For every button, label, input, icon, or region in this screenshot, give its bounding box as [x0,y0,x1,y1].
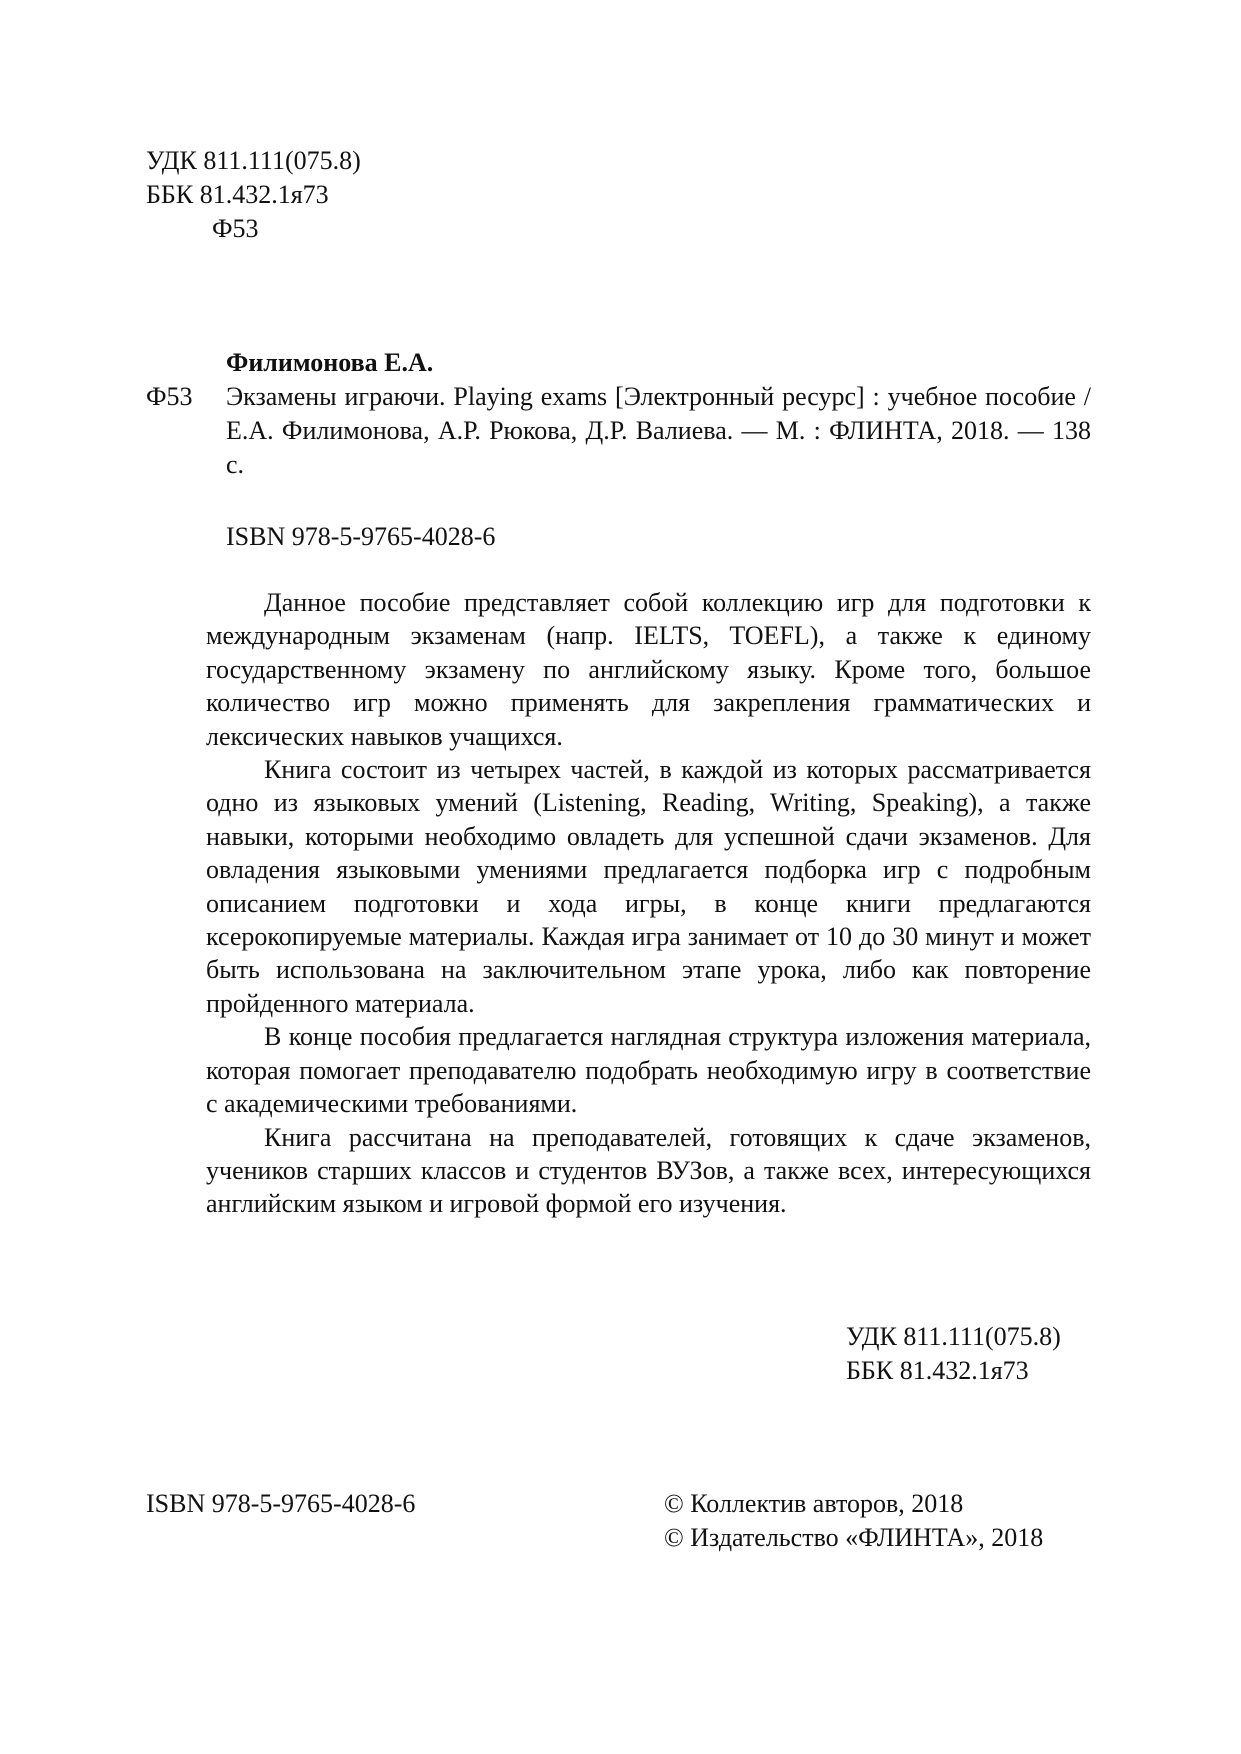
annotation-paragraph: Данное пособие представляет собой коллекцию игр для подготовки к международным экзаменам (напр. IELTS, TOEFL), а также к единому государственному экзамену по английскому языку. Кроме того, большое количество игр можно применять для закрепления грамматических и лексических навыков учащихся. [206,588,1091,751]
bibliographic-description: Экзамены играючи. Playing exams [Электронный ресурс] : учебное пособие / Е.А. Филимонова, А.Р. Рюкова, Д.Р. Валиева. — М. : ФЛИНТА, 2018. — 138 с. [226,382,1091,479]
annotation [206,586,1091,1221]
classification-top [146,144,646,246]
annotation-paragraph: В конце пособия предлагается наглядная структура изложения материала, которая помогает преподавателю подобрать необходимую игру в соответствие с академическими требованиями. [206,1022,1091,1119]
copyright-publisher: © Издательство «ФЛИНТА», 2018 [664,1523,1044,1552]
udk-code: УДК 811.111(075.8) [846,1322,1061,1351]
footer-isbn: ISBN 978-5-9765-4028-6 [146,1489,416,1518]
copyright-authors: © Коллектив авторов, 2018 [664,1489,964,1518]
entry-row [146,380,1091,482]
author-mark: Ф53 [212,214,259,243]
bbk-code: ББК 81.432.1я73 [146,180,329,209]
classification-bottom [846,1320,1061,1388]
annotation-paragraph: Книга рассчитана на преподавателей, готовящих к сдаче экзаменов, учеников старших классов и студентов ВУЗов, а также всех, интересующихся английским языком и игровой формой его изучения. [206,1122,1091,1219]
entry-isbn: ISBN 978-5-9765-4028-6 [226,522,496,551]
author-cipher: Ф53 [146,382,193,411]
bibliographic-entry [146,346,1091,482]
annotation-paragraph: Книга состоит из четырех частей, в каждой из которых рассматривается одно из языковых умений (Listening, Reading, Writing, Speaking), а также навыки, которыми необходимо овладеть для успешной сдачи экзаменов. Для овладения языковыми умениями предлагается подборка игр с подробным описанием подготовки и хода игры, в конце книги предлагаются ксерокопируемые материалы. Каждая игра занимает от 10 до 30 минут и может быть использована на заключительном этапе урока, либо как повторение пройденного материала. [206,755,1091,1018]
author-name: Филимонова Е.А. [226,348,434,377]
bbk-code: ББК 81.432.1я73 [846,1356,1029,1385]
copyright-block [664,1487,1043,1555]
udk-code: УДК 811.111(075.8) [146,146,361,175]
